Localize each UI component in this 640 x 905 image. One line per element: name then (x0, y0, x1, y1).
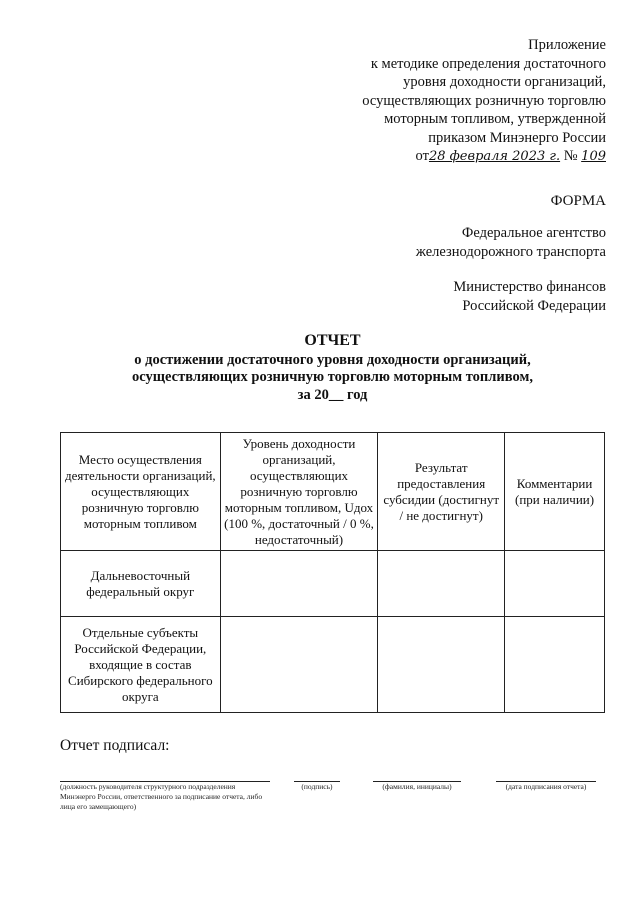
title-main: ОТЧЕТ (304, 332, 361, 349)
table-cell (220, 617, 378, 713)
signed-label: Отчет подписал: (60, 737, 170, 754)
appendix-line: приказом Минэнерго России (428, 129, 606, 146)
signature-sign-field (294, 781, 340, 792)
title-line: о достижении достаточного уровня доходности организаций, (134, 351, 531, 368)
order-no-label: № (563, 148, 578, 164)
table-cell: Отдельные субъекты Российской Федерации, входящие в состав Сибирского федерального округа (61, 617, 221, 713)
order-prefix: от (415, 148, 429, 164)
table-cell (378, 551, 505, 617)
table-cell (378, 617, 505, 713)
signature-caption: (дата подписания отчета) (505, 782, 587, 791)
recipient-line: железнодорожного транспорта (415, 243, 606, 260)
table-row (61, 617, 605, 713)
recipient-line: Министерство финансов (453, 279, 606, 295)
report-title (60, 332, 605, 404)
order-line (286, 147, 606, 167)
title-line: за 20__ год (297, 386, 368, 403)
recipient-line: Федеральное агентство (461, 225, 606, 241)
report-table (60, 432, 605, 713)
signature-date-field (496, 781, 596, 792)
table-cell (505, 617, 605, 713)
table-cell: Дальневосточный федеральный округ (61, 551, 221, 617)
appendix-line: уровня доходности организаций, (403, 74, 606, 90)
signature-name-field (373, 781, 461, 792)
table-cell (220, 551, 378, 617)
form-label: ФОРМА (550, 193, 606, 209)
appendix-line: Приложение (528, 37, 606, 53)
order-date: 28 февраля 2023 г. (428, 149, 561, 164)
title-line: осуществляющих розничную торговлю моторным топливом, (132, 369, 533, 385)
appendix-block (286, 36, 606, 167)
table-header-cell: Место осуществления деятельности организаций, осуществляющих розничную торговлю моторным топливом (61, 433, 221, 551)
recipient-rail-agency (416, 224, 606, 261)
signature-caption: (подпись) (301, 782, 333, 791)
table-cell (505, 551, 605, 617)
table-header-cell: Уровень доходности организаций, осуществляющих розничную торговлю моторным топливом, Uдох (100 %, достаточный / 0 %, недостаточный) (220, 433, 378, 551)
table-row (61, 551, 605, 617)
appendix-line: к методике определения достаточного (370, 55, 606, 72)
recipient-line: Российской Федерации (462, 297, 606, 314)
appendix-line: осуществляющих розничную торговлю (362, 92, 606, 109)
recipient-finance-ministry (453, 278, 606, 315)
appendix-line: моторным топливом, утвержденной (384, 111, 606, 127)
signature-position-field (60, 781, 270, 812)
table-header-row (61, 433, 605, 551)
signature-caption: (фамилия, инициалы) (382, 782, 452, 791)
table-header-cell: Результат предоставления субсидии (достигнут / не достигнут) (378, 433, 505, 551)
order-number: 109 (581, 149, 606, 164)
signature-caption: (должность руководителя структурного подразделения Минэнерго России, ответственного за подписание отчета, либо лица его замещающего) (60, 782, 263, 811)
table-header-cell: Комментарии (при наличии) (505, 433, 605, 551)
